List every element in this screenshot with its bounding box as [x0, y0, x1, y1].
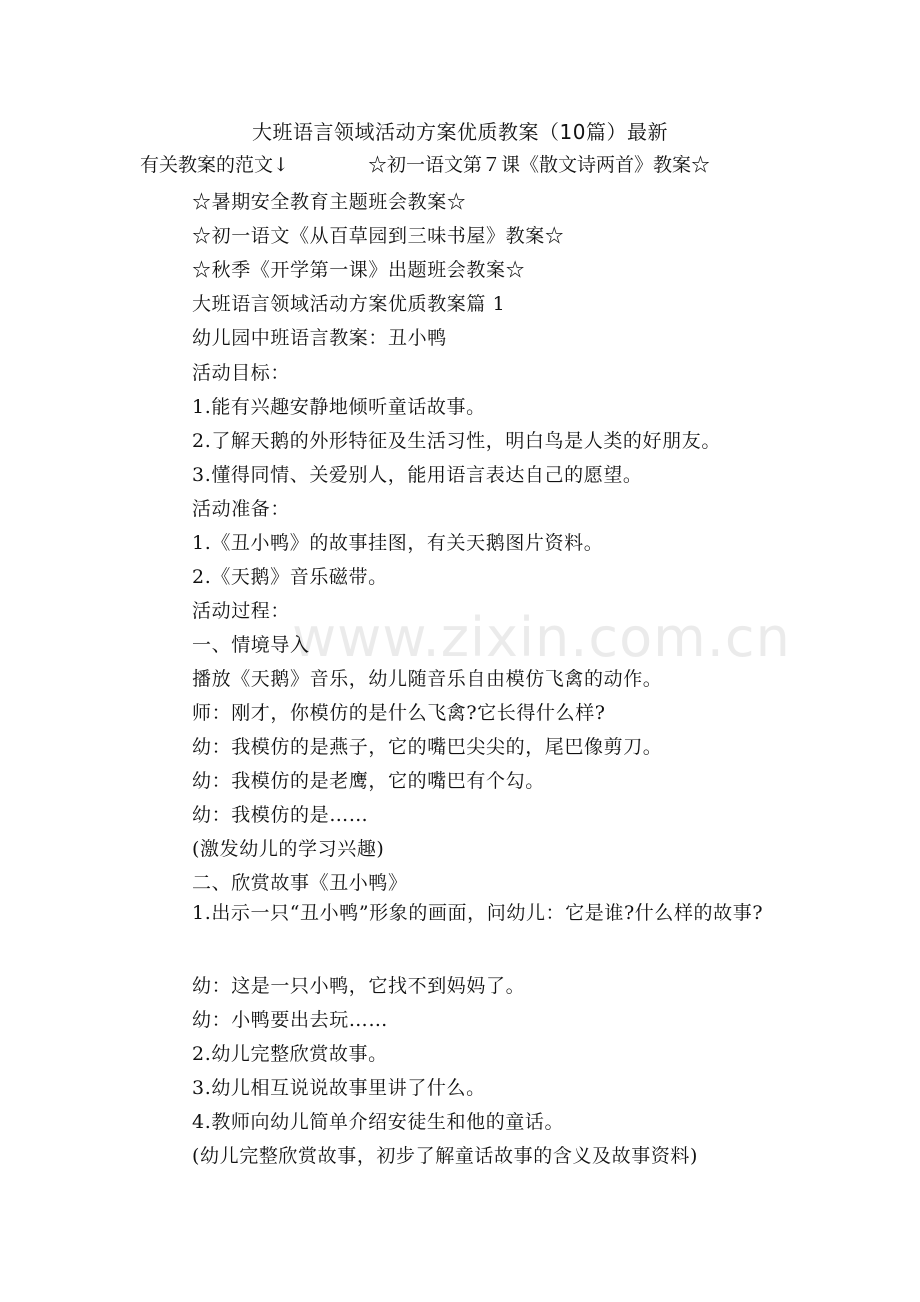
- paragraph: 2.幼儿完整欣赏故事。: [192, 1043, 388, 1065]
- paragraph: 1.《丑小鸭》的故事挂图，有关天鹅图片资料。: [192, 532, 604, 554]
- paragraph: 活动准备：: [192, 498, 291, 520]
- paragraph: 活动目标：: [192, 362, 291, 384]
- related-link-1[interactable]: ☆初一语文第７课《散文诗两首》教案☆: [368, 154, 711, 176]
- related-articles-label: 有关教案的范文↓: [140, 154, 289, 176]
- document-title: 大班语言领域活动方案优质教案（10篇）最新: [252, 120, 668, 144]
- paragraph: 一、情境导入: [192, 634, 310, 656]
- paragraph: 播放《天鹅》音乐，幼儿随音乐自由模仿飞禽的动作。: [192, 668, 663, 690]
- paragraph: (幼儿完整欣赏故事，初步了解童话故事的含义及故事资料): [192, 1145, 699, 1167]
- paragraph: 幼：我模仿的是燕子，它的嘴巴尖尖的，尾巴像剪刀。: [192, 736, 663, 758]
- wrapped-paragraph: 1.出示一只“丑小鸭”形象的画面，问幼儿：它是谁?什么样的故事?: [192, 902, 764, 924]
- paragraph: 1.能有兴趣安静地倾听童话故事。: [192, 396, 486, 418]
- paragraph: 4.教师向幼儿简单介绍安徒生和他的童话。: [192, 1111, 565, 1133]
- related-link-3[interactable]: ☆初一语文《从百草园到三味书屋》教案☆: [192, 225, 565, 247]
- paragraph: 幼：这是一只小鸭，它找不到妈妈了。: [192, 975, 526, 997]
- lesson-title: 幼儿园中班语言教案：丑小鸭: [192, 327, 447, 349]
- paragraph: 3.懂得同情、关爱别人，能用语言表达自己的愿望。: [192, 464, 643, 486]
- related-link-4[interactable]: ☆秋季《开学第一课》出题班会教案☆: [192, 259, 526, 281]
- related-link-2[interactable]: ☆暑期安全教育主题班会教案☆: [192, 191, 467, 213]
- paragraph: 活动过程：: [192, 600, 291, 622]
- paragraph: 二、欣赏故事《丑小鸭》: [192, 872, 408, 894]
- paragraph: 幼：我模仿的是老鹰，它的嘴巴有个勾。: [192, 770, 545, 792]
- paragraph: 幼：我模仿的是……: [192, 804, 369, 826]
- paragraph: 幼：小鸭要出去玩……: [192, 1009, 389, 1031]
- site-watermark: www.zixin.com.cn: [292, 606, 791, 669]
- paragraph: 3.幼儿相互说说故事里讲了什么。: [192, 1077, 486, 1099]
- paragraph: 2.了解天鹅的外形特征及生活习性，明白鸟是人类的好朋友。: [192, 430, 721, 452]
- paragraph: (激发幼儿的学习兴趣): [192, 838, 385, 860]
- paragraph: 2.《天鹅》音乐磁带。: [192, 566, 388, 588]
- paragraph: 师：刚才，你模仿的是什么飞禽?它长得什么样?: [192, 702, 606, 724]
- section-heading: 大班语言领域活动方案优质教案篇 1: [192, 293, 506, 315]
- related-articles-row: [140, 150, 780, 177]
